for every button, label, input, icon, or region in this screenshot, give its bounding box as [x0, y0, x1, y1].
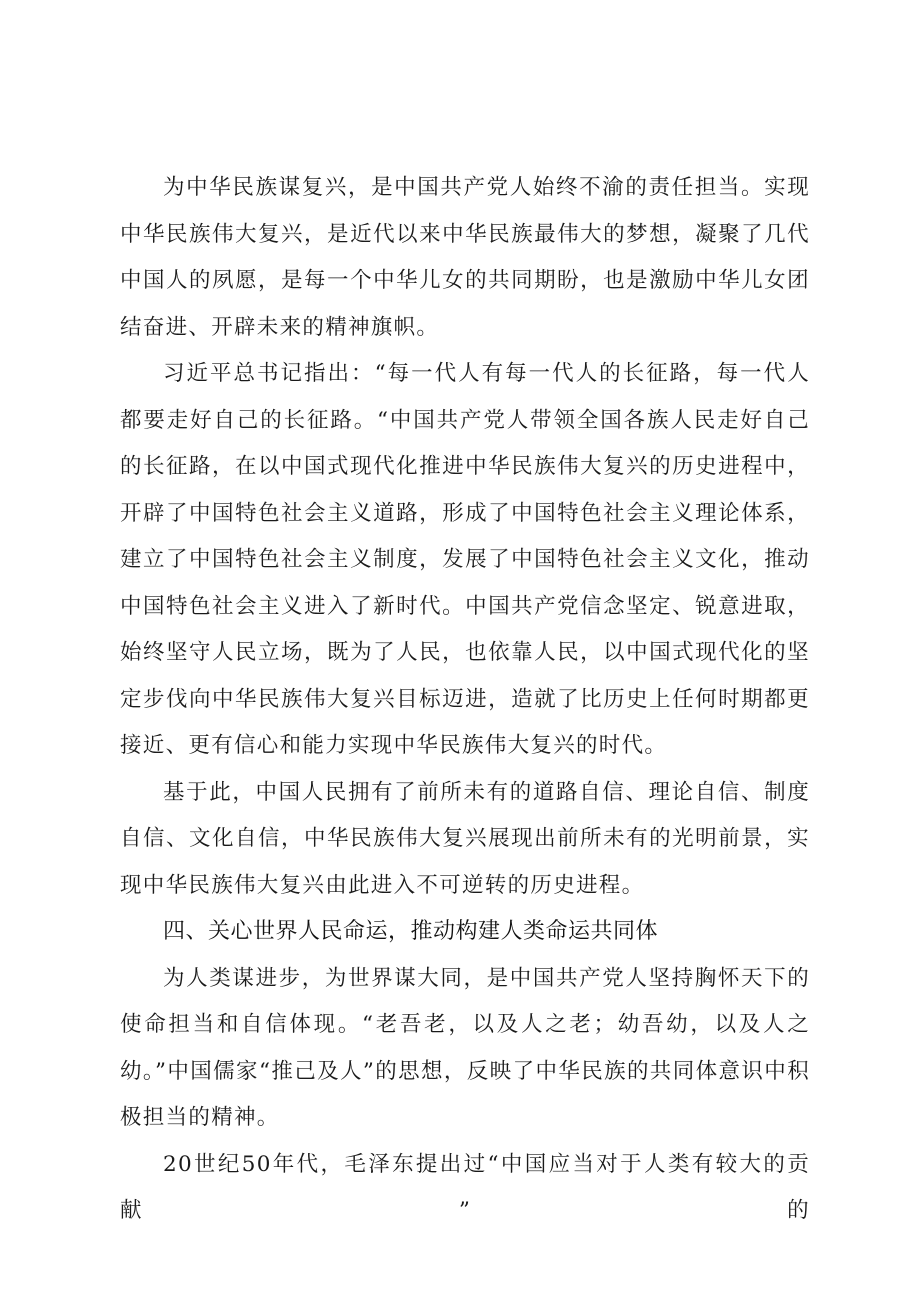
paragraph-confidence: 基于此，中国人民拥有了前所未有的道路自信、理论自信、制度自信、文化自信，中华民族伟大复兴展现出前所未有的光明前景，实现中华民族伟大复兴由此进入不可逆转的历史进程。 [120, 779, 810, 898]
paragraph-1950s: 20世纪50年代，毛泽东提出过“中国应当对于人类有较大的贡献”的 [120, 1151, 810, 1223]
section-heading: 四、关心世界人民命运，推动构建人类命运共同体 [163, 919, 659, 944]
paragraph-rejuvenation: 为中华民族谋复兴，是中国共产党人始终不渝的责任担当。实现中华民族伟大复兴，是近代以来中华民族最伟大的梦想，凝聚了几代中国人的夙愿，是每一个中华儿女的共同期盼，也是激励中华儿女团结奋进、开辟未来的精神旗帜。 [120, 175, 810, 340]
paragraph-long-march: 习近平总书记指出：“每一代人有每一代人的长征路，每一代人都要走好自己的长征路。“中国共产党人带领全国各族人民走好自己的长征路，在以中国式现代化推进中华民族伟大复兴的历史进程中，开辟了中国特色社会主义道路，形成了中国特色社会主义理论体系，建立了中国特色社会主义制度，发展了中国特色社会主义文化，推动中国特色社会主义进入了新时代。中国共产党信念坚定、锐意进取，始终坚守人民立场，既为了人民，也依靠人民，以中国式现代化的坚定步伐向中华民族伟大复兴目标迈进，造就了比历史上任何时期都更接近、更有信心和能力实现中华民族伟大复兴的时代。 [120, 361, 810, 758]
document-body [120, 165, 810, 1235]
paragraph-mission: 为人类谋进步，为世界谋大同，是中国共产党人坚持胸怀天下的使命担当和自信体现。“老吾老，以及人之老；幼吾幼，以及人之幼。”中国儒家“推己及人”的思想，反映了中华民族的共同体意识中积极担当的精神。 [120, 965, 810, 1130]
